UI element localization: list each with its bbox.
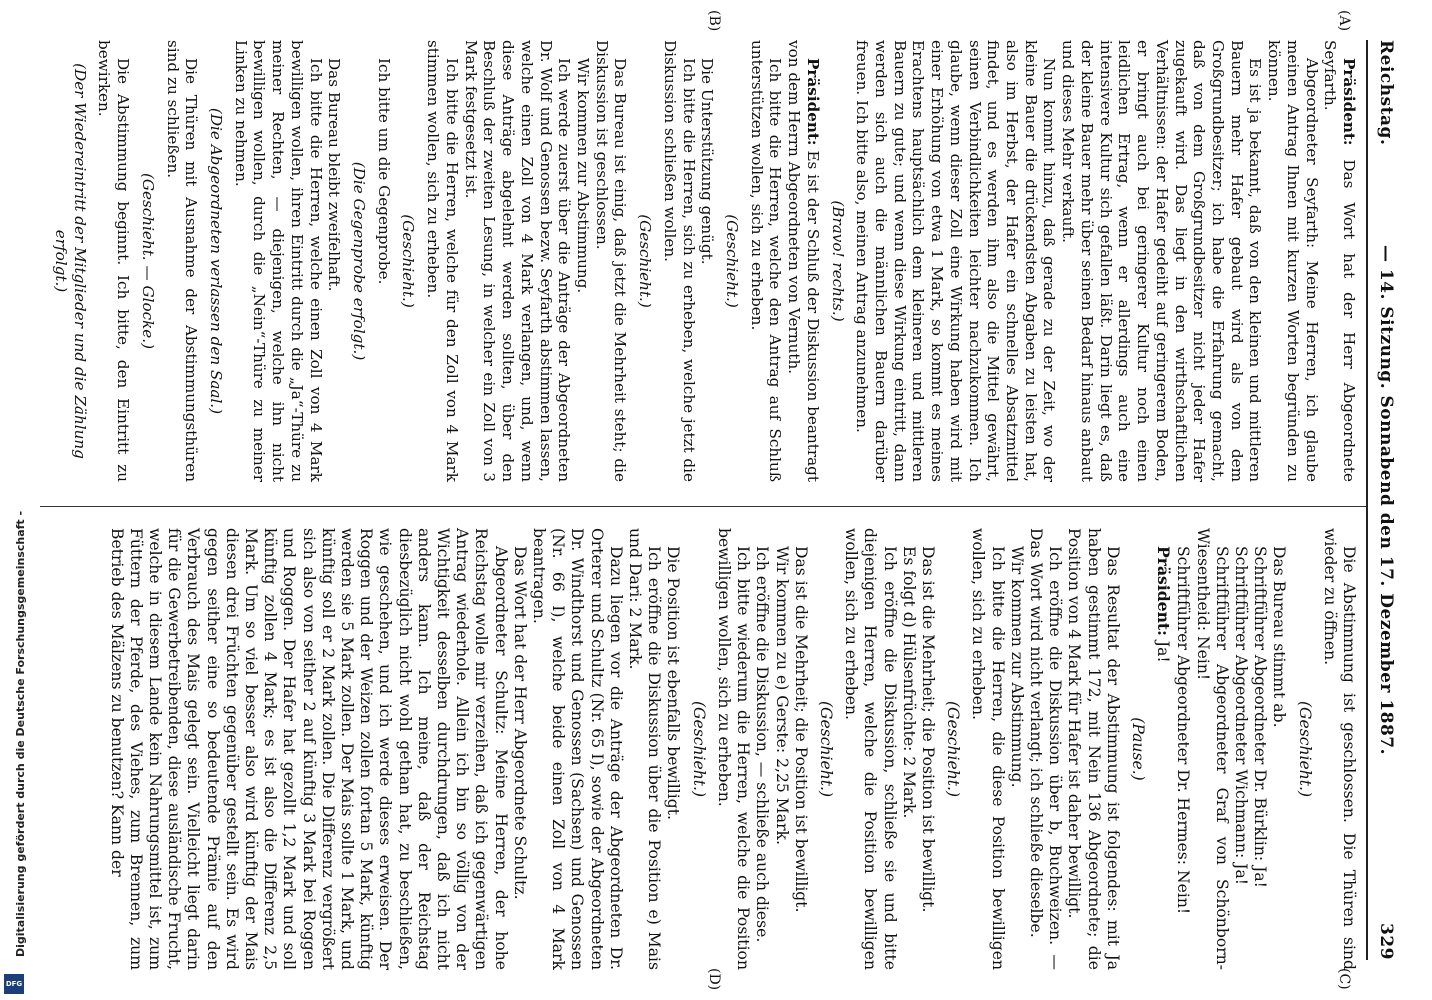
stage-direction — [828, 40, 847, 482]
paragraph — [106, 528, 509, 970]
paragraph-text: Ich bitte die Herren, welche für den Zoll von 4 Mark stimmen wollen, sich zu erheben. — [424, 40, 461, 482]
paragraph — [231, 40, 325, 482]
paragraph-text: (Die Gegenprobe erfolgt.) — [350, 161, 369, 361]
paragraph — [899, 528, 918, 970]
margin-mark-a: (A) — [1336, 10, 1352, 32]
paragraph-text: Das ist die Mehrheit; die Position ist bewilligt. — [918, 546, 937, 913]
paragraph-text: Abgeordneter Schultz: Meine Herren, der hohe Reichstag wolle mir verzeihen, daß ich gegenwärtigen Antrag wiederhole. Allein ich bin so völlig von der Wichtigkeit desselben durchdrungen, daß ich nicht anders kann. Ich meine, daß der Reichstag diesbezüglich nicht wohl gethan hat, zu beschließen, wie geschehen, und ich werde dieses erweisen. Der Roggen und der Weizen zollen fortan 5 Mark, künftig werden sie 5 Mark zollen. Der Mais sollte 1 Mark, und künftig soll er 2 Mark zollen. Die Differenz vergrößert sich also von seither 2 auf künftig 3 Mark bei Roggen und Roggen. Der Hafer hat gezollt 1,2 Mark und soll künftig zollen 4 Mark; es ist also die Differenz 2,5 Mark. Um so viel besser also wird künftig der Mais diesen drei Früchten gegenüber gestellt sein. Es wird gegen seither eine so bedeutende Prämie auf den Verbrauch des Mais gelegt sein. Vielleicht liegt darin für die Gewerbetreibenden, diese ausländische Frucht, welche in diesem Lande kein Nahrungsmittel ist, zum Füttern der Pferde, des Viehes, zum Brennen, zum Betrieb des Mälzens zu benutzen? Kann der — [107, 528, 510, 970]
paragraph-text: Es ist der Schluß der Diskussion beantragt von dem Herrn Abgeordneten von Vernuth. — [785, 40, 822, 482]
paragraph-text: Es ist ja bekannt, daß von den kleinen und mittleren Bauern mehr Hafer gebaut wird als von dem Großgrundbesitzer; ich habe die Erfahrung gemacht, daß von dem Großgrundbesitzer nicht jeder Hafer zugekauft wird. Das liegt in den wirthschaftlichen Verhältnissen: der Hafer gedeiht auf geringerem Boden, er bringt auch bei geringerer Kultur noch einen leidlichen Ertrag, wenn er allerdings auch eine intensivere Kultur sich gefallen läßt. Darin liegt es, daß der kleine Bauer mehr über seinen Bedarf hinaus anbaut und dieses Mehr verkauft. — [1059, 40, 1265, 482]
paragraph — [424, 40, 461, 482]
paragraph-text: Schriftführer Abgeordneter Dr. Bürklin: Ja! — [1251, 546, 1270, 888]
paragraph-text: Ich eröffne die Diskussion über b, Buchweizen. — Das Wort wird nicht verlangt; ich schließe dieselbe. — [1026, 528, 1065, 970]
paragraph — [573, 40, 592, 482]
paragraph-text: Schriftführer Abgeordneter Graf von Schönborn-Wiesentheid: Nein! — [1193, 528, 1231, 970]
stage-direction — [689, 528, 708, 970]
paragraph-text: Ich bitte die Herren, die diese Position bewilligen wollen, sich zu erheben. — [969, 528, 1007, 970]
paragraph — [1153, 528, 1173, 970]
column-divider — [40, 506, 1366, 507]
paragraph-text: Die Abstimmung beginnt. Ich bitte, den Eintritt zu bewirken. — [95, 40, 133, 482]
paragraph-text: Schriftführer Abgeordneter Dr. Hermes: Nein! — [1174, 546, 1193, 915]
paragraph-text: Dazu liegen vor die Anträge der Abgeordneten Dr. Orterer und Schultz (Nr. 65 I), sowie der Abgeordneten Dr. Windthorst und Genossen (Sachsen) und Genossen (Nr. 66 I), welche beide einen Zoll von 4 Mark beantragen. — [530, 528, 625, 970]
paragraph-text: Ich eröffne die Diskussion über die Position e) Mais und Dari: 2 Mark. — [626, 528, 664, 970]
paragraph — [968, 528, 1006, 970]
paragraph-text: Ja! — [1154, 635, 1173, 663]
paragraph-text: Das Bureau ist einig, daß jetzt die Mehrheit steht; die Diskussion ist geschlossen. — [592, 40, 630, 482]
paragraph-text: Ich bitte wiederum die Herren, welche die Position bewilligen wollen, sich zu erheben. — [714, 528, 753, 970]
paragraph — [461, 40, 573, 482]
paragraph-text: (Der Wiedereintritt der Mitglieder und die Zählung erfolgt.) — [52, 63, 89, 459]
page-number: 329 — [1376, 923, 1396, 960]
stage-direction — [722, 40, 741, 482]
paragraph-text: Ich bitte um die Gegenprobe. — [374, 58, 393, 285]
paragraph-text: Ich eröffne die Diskussion, — schließe auch diese. — [753, 546, 772, 943]
paragraph — [625, 528, 663, 970]
paragraph-text: Das ist die Mehrheit; die Position ist bewilligt. — [791, 546, 810, 913]
stage-direction — [138, 40, 157, 482]
header-center: — 14. Sitzung. Sonnabend den 17. Dezember 1887. — [1376, 244, 1396, 756]
paragraph — [918, 528, 937, 970]
paragraph — [1269, 528, 1288, 970]
stage-direction — [635, 40, 654, 482]
paragraph-text: Das Wort hat der Herr Abgeordnete Schultz. — [510, 546, 529, 900]
paragraph-text: Wir kommen zur Abstimmung. — [573, 58, 592, 294]
paragraph-text: Abgeordneter Seyfarth: Meine Herren, ich glaube meinen Antrag Ihnen mit kurzen Worten begründen zu können. — [1265, 40, 1321, 482]
margin-mark-d: (D) — [706, 968, 722, 991]
paragraph — [771, 528, 790, 970]
speaker-label: Präsident: — [1154, 546, 1174, 636]
paragraph-text: Das Bureau bleibt zweifelhaft. — [325, 58, 344, 292]
paragraph — [698, 40, 717, 482]
speaker-label: Präsident: — [1340, 58, 1358, 146]
paragraph — [747, 40, 784, 482]
paragraph-text: Die Abstimmung ist geschlossen. Die Thüren sind wieder zu öffnen. — [1320, 528, 1358, 970]
dfg-logo: DFG — [4, 974, 24, 994]
paragraph-text: Die Unterstützung genügt. — [698, 58, 717, 265]
paragraph-text: (Geschieht.) — [689, 700, 708, 798]
paragraph-text: Das Bureau stimmt ab. — [1270, 546, 1289, 728]
paragraph-text: (Geschieht. — Glocke.) — [138, 172, 157, 350]
paragraph — [529, 528, 625, 970]
stage-direction — [1128, 528, 1147, 970]
paragraph — [1059, 40, 1265, 482]
paragraph — [325, 40, 344, 482]
paragraph-text: Nun kommt hinzu, daß gerade zu der Zeit, wo der kleine Bauer die drückendsten Abgaben zu leisten hat, also im Herbst, der Hafer ein schnelles Absatzmittel findet, und es werden ihm also die Mittel gewährt, seinen Verbindlichkeiten leichter nachzukommen. Ich glaube, wenn dieser Zoll eine Wirkung haben wird mit einer Erhöhung von etwa 1 Mark, so kommt es meines Erachtens hauptsächlich dem kleineren und mittleren Bauern zu gute; und wenn diese Wirkung eintritt, dann werden sich auch die männlichen Bauern darüber freuen. Ich bitte also, meinen Antrag anzunehmen. — [853, 40, 1059, 482]
paragraph — [1192, 528, 1230, 970]
header-rule — [1366, 40, 1368, 960]
paragraph-text: (Die Abgeordneten verlassen den Saal.) — [207, 107, 226, 415]
paragraph — [660, 40, 697, 482]
paragraph-text: (Geschieht.) — [723, 214, 741, 308]
paragraph-text: (Geschieht.) — [816, 700, 835, 798]
paragraph — [1173, 528, 1192, 970]
right-column — [106, 528, 1358, 970]
speaker-label: Präsident: — [803, 58, 822, 146]
paragraph-text: Es folgt d) Hülsenfrüchte: 2 Mark. — [899, 546, 918, 819]
paragraph-text: (Geschieht.) — [636, 214, 655, 308]
stage-direction — [399, 40, 418, 482]
paragraph — [1007, 528, 1026, 970]
stage-direction — [1294, 528, 1313, 970]
paragraph — [791, 528, 810, 970]
paragraph — [714, 528, 752, 970]
page-header — [1368, 40, 1404, 960]
paragraph-text: Ich bitte die Herren, welche einen Zoll von 4 Mark bewilligen wollen, ihren Eintritt durch die „Ja“-Thüre zu meiner Rechten, — diejenigen, welche ihn nicht bewilligen wollen, durch die „Nein“-Thüre zu meiner Linken zu nehmen. — [231, 40, 325, 482]
paragraph-text: (Bravo! rechts.) — [828, 200, 847, 322]
paragraph — [784, 40, 821, 482]
paragraph — [1321, 40, 1358, 482]
paragraph — [853, 40, 1059, 482]
paragraph — [1320, 528, 1358, 970]
paragraph — [752, 528, 771, 970]
margin-mark-b: (B) — [706, 10, 722, 32]
paragraph — [95, 40, 132, 482]
paragraph-text: Ich werde zuerst über die Anträge der Abgeordneten Dr. Wolf und Genossen bezw. Seyfarth abstimmen lassen, welche einen Zoll von 4 Mark verlangen, und, wenn diese Anträge abgelehnt werden sollten, über den Beschluß der zweiten Lesung, in welcher ein Zoll von 3 Mark festgesetzt ist. — [461, 40, 574, 482]
paragraph-text: Das Wort hat der Herr Abgeordnete Seyfarth. — [1321, 40, 1358, 482]
paragraph-text: (Geschieht.) — [1295, 700, 1314, 798]
paragraph-text: Ich eröffne die Diskussion, schließe sie und bitte diejenigen Herren, welche die Position bewilligen wollen, sich zu erheben. — [842, 528, 899, 970]
paragraph — [592, 40, 629, 482]
paragraph-text: (Geschieht.) — [399, 214, 418, 308]
paragraph-text: (Pause.) — [1128, 717, 1147, 781]
paragraph-text: Schriftführer Abgeordneter Wichmann: Ja! — [1231, 546, 1250, 886]
paragraph-text: (Geschieht.) — [944, 700, 963, 798]
paragraph-text: Die Thüren mit Ausnahme der Abstimmungsthüren sind zu schließen. — [163, 40, 201, 482]
paragraph — [841, 528, 899, 970]
paragraph — [663, 528, 682, 970]
header-left: Reichstag. — [1376, 40, 1396, 146]
paragraph — [1231, 528, 1250, 970]
paragraph — [510, 528, 529, 970]
stage-direction — [206, 40, 225, 482]
left-column — [45, 40, 1358, 482]
paragraph-text: Das Resultat der Abstimmung ist folgendes: mit Ja haben gestimmt 172, mit Nein 136 Abgeordnete; die Position von 4 Mark für Hafer ist daher bewilligt. — [1065, 528, 1122, 970]
paragraph — [374, 40, 393, 482]
stage-direction — [51, 40, 88, 482]
paragraph — [1250, 528, 1269, 970]
stage-direction — [349, 40, 368, 482]
paragraph — [1264, 40, 1320, 482]
stage-direction — [816, 528, 835, 970]
paragraph — [1064, 528, 1122, 970]
paragraph-text: Wir kommen zur Abstimmung. — [1007, 546, 1026, 788]
paragraph — [163, 40, 200, 482]
margin-mark-c: (C) — [1336, 968, 1352, 990]
stage-direction — [943, 528, 962, 970]
paragraph-text: Ich bitte die Herren, welche den Antrag auf Schluß unterstützen wollen, sich zu erheben. — [747, 40, 785, 482]
paragraph-text: Ich bitte die Herren, sich zu erheben, welche jetzt die Diskussion schließen wollen. — [660, 40, 698, 482]
paragraph-text: Wir kommen zu e) Gerste: 2,25 Mark. — [772, 546, 791, 845]
paragraph-text: Die Position ist ebenfalls bewilligt. — [664, 546, 683, 820]
paragraph — [1026, 528, 1064, 970]
footer-credit: Digitalisierung gefördert durch die Deutsche Forschungsgemeinschaft - — [14, 510, 27, 957]
footer-strip — [0, 0, 28, 1000]
